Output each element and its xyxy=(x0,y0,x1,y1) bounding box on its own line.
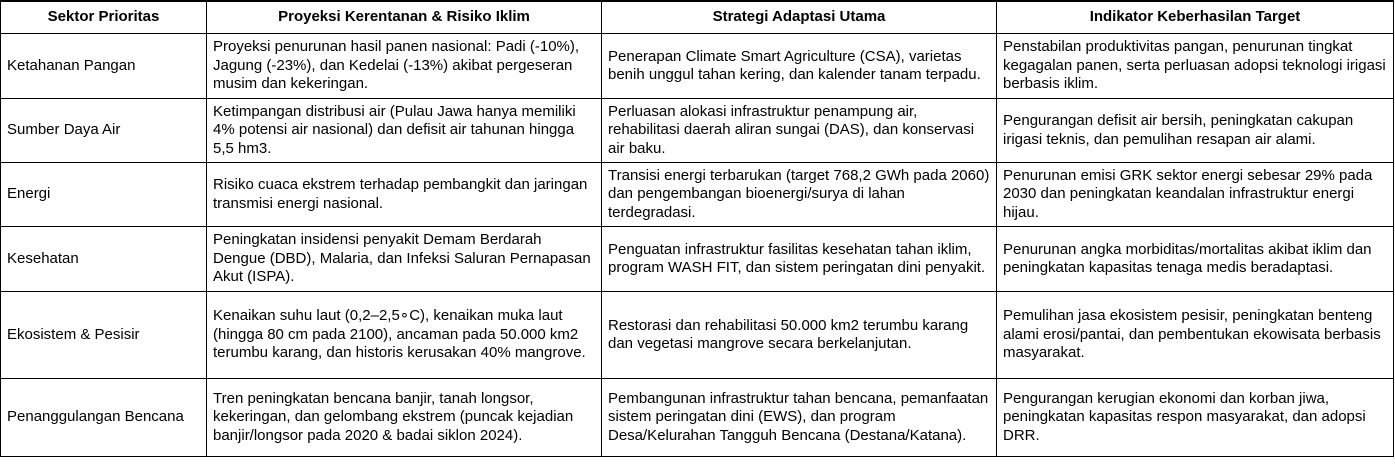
sector-cell: Ekosistem & Pesisir xyxy=(1,292,207,379)
risk-cell: Kenaikan suhu laut (0,2–2,5∘C), kenaikan muka laut (hingga 80 cm pada 2100), ancaman pada 50.000 km2 terumbu karang, dan historis kerusakan 40% mangrove. xyxy=(207,292,602,379)
indicator-cell: Pengurangan defisit air bersih, peningkatan cakupan irigasi teknis, dan pemulihan resapan air alami. xyxy=(997,99,1394,163)
risk-cell: Tren peningkatan bencana banjir, tanah longsor, kekeringan, dan gelombang ekstrem (puncak kejadian banjir/longsor pada 2020 & badai siklon 2024). xyxy=(207,379,602,457)
header-indicator: Indikator Keberhasilan Target xyxy=(997,1,1394,34)
sector-cell: Kesehatan xyxy=(1,227,207,292)
table-row xyxy=(1,379,1394,457)
strategy-cell: Perluasan alokasi infrastruktur penampung air, rehabilitasi daerah aliran sungai (DAS), dan konservasi air baku. xyxy=(602,99,997,163)
header-row xyxy=(1,1,1394,34)
indicator-cell: Penurunan emisi GRK sektor energi sebesar 29% pada 2030 dan peningkatan keandalan infrastruktur energi hijau. xyxy=(997,163,1394,227)
header-risk: Proyeksi Kerentanan & Risiko Iklim xyxy=(207,1,602,34)
header-strategy: Strategi Adaptasi Utama xyxy=(602,1,997,34)
risk-cell: Proyeksi penurunan hasil panen nasional: Padi (-10%), Jagung (-23%), dan Kedelai (-13%) akibat pergeseran musim dan kekeringan. xyxy=(207,34,602,99)
table-row xyxy=(1,163,1394,227)
strategy-cell: Pembangunan infrastruktur tahan bencana, pemanfaatan sistem peringatan dini (EWS), dan program Desa/Kelurahan Tangguh Bencana (Destana/Katana). xyxy=(602,379,997,457)
strategy-cell: Penguatan infrastruktur fasilitas kesehatan tahan iklim, program WASH FIT, dan sistem peringatan dini penyakit. xyxy=(602,227,997,292)
sector-cell: Penanggulangan Bencana xyxy=(1,379,207,457)
indicator-cell: Pemulihan jasa ekosistem pesisir, peningkatan benteng alami erosi/pantai, dan pembentukan ekowisata berbasis masyarakat. xyxy=(997,292,1394,379)
strategy-cell: Penerapan Climate Smart Agriculture (CSA), varietas benih unggul tahan kering, dan kalender tanam terpadu. xyxy=(602,34,997,99)
strategy-cell: Transisi energi terbarukan (target 768,2 GWh pada 2060) dan pengembangan bioenergi/surya di lahan terdegradasi. xyxy=(602,163,997,227)
sector-cell: Sumber Daya Air xyxy=(1,99,207,163)
risk-cell: Peningkatan insidensi penyakit Demam Berdarah Dengue (DBD), Malaria, dan Infeksi Saluran Pernapasan Akut (ISPA). xyxy=(207,227,602,292)
table-header xyxy=(1,1,1394,34)
sector-cell: Ketahanan Pangan xyxy=(1,34,207,99)
header-sector: Sektor Prioritas xyxy=(1,1,207,34)
indicator-cell: Penstabilan produktivitas pangan, penurunan tingkat kegagalan panen, serta perluasan adopsi teknologi irigasi berbasis iklim. xyxy=(997,34,1394,99)
risk-cell: Ketimpangan distribusi air (Pulau Jawa hanya memiliki 4% potensi air nasional) dan defisit air tahunan hingga 5,5 hm3. xyxy=(207,99,602,163)
table-row xyxy=(1,99,1394,163)
risk-cell: Risiko cuaca ekstrem terhadap pembangkit dan jaringan transmisi energi nasional. xyxy=(207,163,602,227)
sector-cell: Energi xyxy=(1,163,207,227)
table-row xyxy=(1,227,1394,292)
indicator-cell: Pengurangan kerugian ekonomi dan korban jiwa, peningkatan kapasitas respon masyarakat, dan adopsi DRR. xyxy=(997,379,1394,457)
indicator-cell: Penurunan angka morbiditas/mortalitas akibat iklim dan peningkatan kapasitas tenaga medis beradaptasi. xyxy=(997,227,1394,292)
table-row xyxy=(1,292,1394,379)
strategy-cell: Restorasi dan rehabilitasi 50.000 km2 terumbu karang dan vegetasi mangrove secara berkelanjutan. xyxy=(602,292,997,379)
table-body xyxy=(1,34,1394,457)
table-row xyxy=(1,34,1394,99)
